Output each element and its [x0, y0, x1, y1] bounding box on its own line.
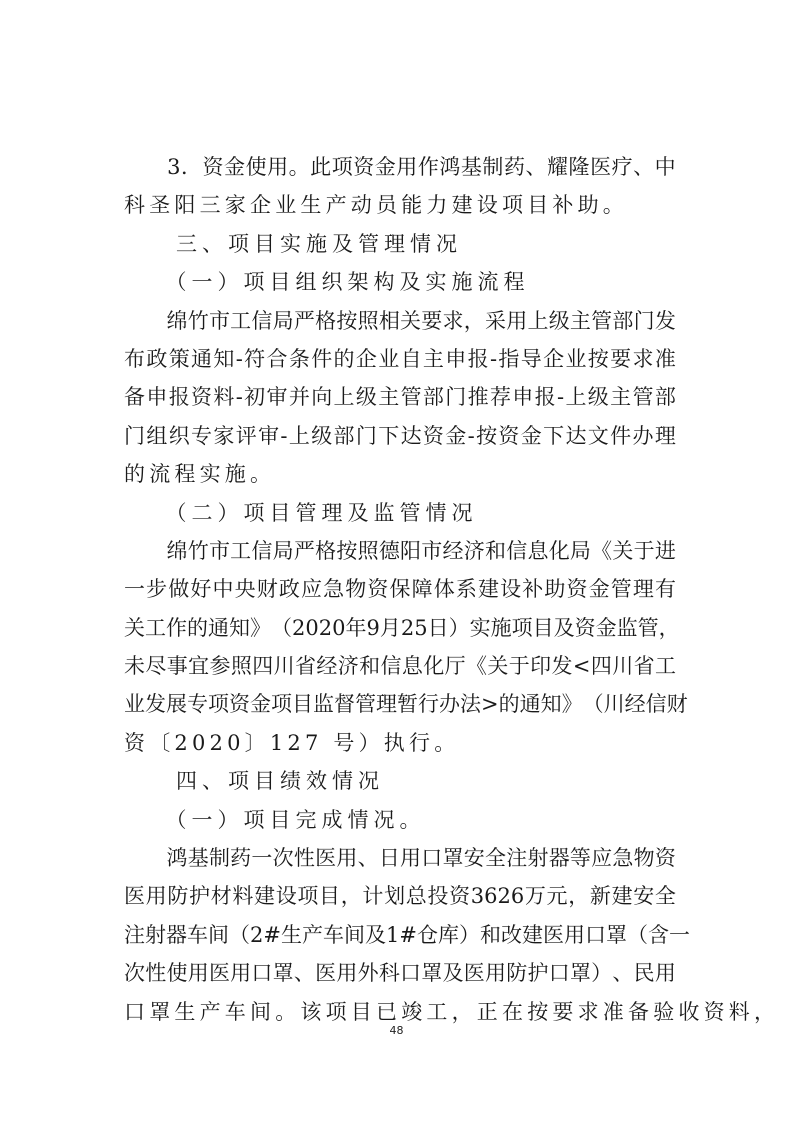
text-line: 四、项目绩效情况 — [124, 769, 384, 794]
text-line: 布 政 策 通 知 - 符 合 条 件 的 企 业 自 主 申 报 - 指 导 企 业 按 要 求 准 — [124, 346, 676, 371]
text-line: 医 用 防 护 材 料 建 设 项 目 ， 计 划 总 投 资 3626 万 元 ， 新 建 安 全 — [124, 884, 676, 909]
text-line: 鸿 基 制 药 一 次 性 医 用 、 日 用 口 罩 安 全 注 射 器 等 应 急 物 资 — [166, 846, 676, 871]
text-line: 注 射 器 车 间 （ 2# 生 产 车 间 及 1# 仓 库 ） 和 改 建 医 用 口 罩 （ 含 一 — [124, 922, 690, 947]
text-line: 备 申 报 资 料 - 初 审 并 向 上 级 主 管 部 门 推 荐 申 报 - 上 级 主 管 部 — [124, 385, 676, 410]
text-line: 绵 竹 市 工 信 局 严 格 按 照 德 阳 市 经 济 和 信 息 化 局 《 关 于 进 — [166, 538, 676, 563]
text-line: 关 工 作 的 通 知 》 （ 2020 年 9 月 25 日 ） 实 施 项 目 及 资 金 监 管 ， — [124, 615, 680, 640]
text-line: 三、项目实施及管理情况 — [124, 231, 462, 256]
text-line: 次 性 使 用 医 用 口 罩 、 医 用 外 科 口 罩 及 医 用 防 护 口 罩 ） 、 民 用 — [124, 961, 676, 986]
text-line: 绵 竹 市 工 信 局 严 格 按 照 相 关 要 求 ， 采 用 上 级 主 管 部 门 发 — [166, 308, 676, 333]
text-line: （二）项目管理及监管情况 — [124, 500, 478, 525]
text-line: （一）项目完成情况。 — [124, 807, 426, 832]
text-line: 业 发 展 专 项 资 金 项 目 监 督 管 理 暂 行 办 法 > 的 通 知 》 （ 川 经 信 财 — [124, 692, 688, 717]
text-line: 门 组 织 专 家 评 审 - 上 级 部 门 下 达 资 金 - 按 资 金 下 达 文 件 办 理 — [124, 423, 676, 448]
text-line: 一 步 做 好 中 央 财 政 应 急 物 资 保 障 体 系 建 设 补 助 资 金 管 理 有 — [124, 577, 676, 602]
text-line: （一）项目组织架构及实施流程 — [124, 270, 530, 295]
text-line: 口罩生产车间。该项目已竣工，正在按要求准备验收资料， — [124, 999, 780, 1024]
text-line: 资〔2020〕127 号）执行。 — [124, 730, 460, 755]
page-number: 48 — [389, 1024, 404, 1037]
text-line: 未 尽 事 宜 参 照 四 川 省 经 济 和 信 息 化 厅 《 关 于 印 发 < 四 川 省 工 — [124, 654, 676, 679]
body-text — [124, 148, 780, 1031]
text-line: 3 ． 资 金 使 用 。 此 项 资 金 用 作 鸿 基 制 药 、 耀 隆 医 疗 、 中 — [167, 155, 676, 179]
text-line: 的流程实施。 — [124, 462, 276, 487]
text-line: 科圣阳三家企业生产动员能力建设项目补助。 — [124, 193, 628, 218]
